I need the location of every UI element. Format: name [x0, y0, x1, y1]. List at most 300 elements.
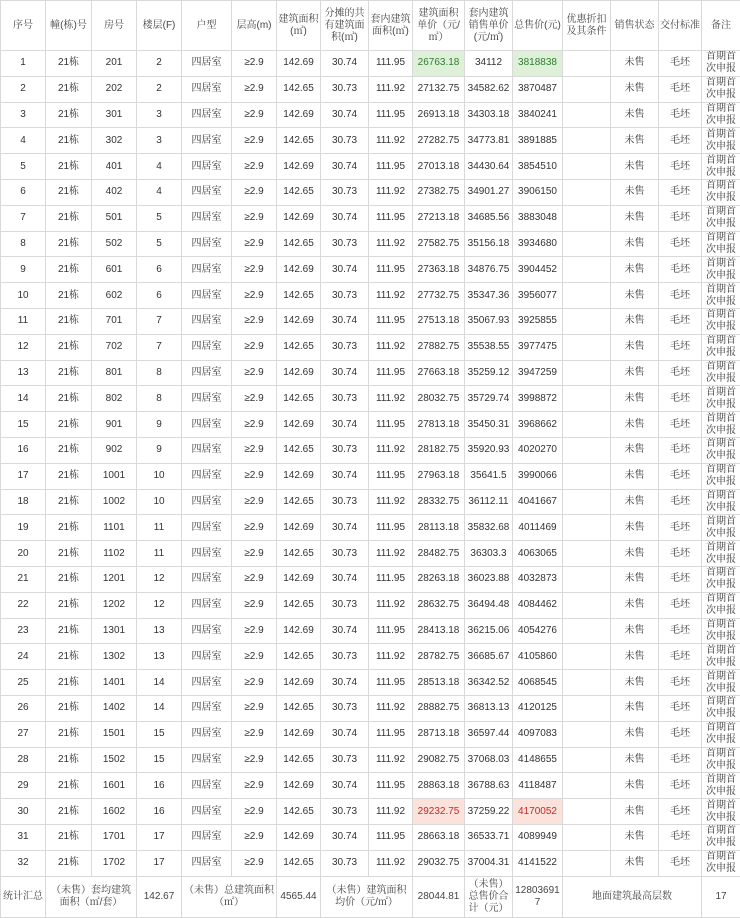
cell-floor: 3: [137, 128, 182, 154]
cell-sale-status: 未售: [611, 773, 659, 799]
cell-unit-type: 四居室: [182, 231, 232, 257]
cell-floor-area: 142.65: [277, 644, 321, 670]
cell-unit-price: 27882.75: [413, 334, 465, 360]
cell-sale-status: 未售: [611, 618, 659, 644]
cell-inner-area: 111.92: [369, 644, 413, 670]
cell-unit-type: 四居室: [182, 128, 232, 154]
cell-floor-area: 142.69: [277, 773, 321, 799]
cell-building: 21栋: [46, 437, 92, 463]
cell-discount: [563, 257, 611, 283]
table-row: [1, 412, 740, 438]
cell-floor-area: 142.65: [277, 799, 321, 825]
cell-floor-height: ≥2.9: [232, 128, 277, 154]
cell-sale-status: 未售: [611, 489, 659, 515]
cell-shared-area: 30.73: [321, 644, 369, 670]
summary-avg-area-value: 142.67: [137, 876, 182, 917]
cell-floor: 11: [137, 515, 182, 541]
cell-total-price: 4011469: [513, 515, 563, 541]
cell-note: 首期首次申报: [702, 670, 740, 696]
cell-inner-unit-price: 36533.71: [465, 824, 513, 850]
cell-total-price: 4141522: [513, 850, 563, 876]
cell-room-number: 701: [92, 308, 137, 334]
cell-room-number: 1101: [92, 515, 137, 541]
cell-shared-area: 30.73: [321, 334, 369, 360]
cell-unit-price: 27282.75: [413, 128, 465, 154]
cell-floor-area: 142.69: [277, 618, 321, 644]
cell-discount: [563, 824, 611, 850]
cell-discount: [563, 76, 611, 102]
cell-unit-price: 28713.18: [413, 721, 465, 747]
cell-inner-unit-price: 36112.11: [465, 489, 513, 515]
cell-inner-unit-price: 35832.68: [465, 515, 513, 541]
cell-room-number: 1602: [92, 799, 137, 825]
cell-note: 首期首次申报: [702, 618, 740, 644]
cell-unit-price: 27963.18: [413, 463, 465, 489]
cell-building: 21栋: [46, 695, 92, 721]
cell-sale-status: 未售: [611, 102, 659, 128]
summary-total-price-value: 128036917: [513, 876, 563, 917]
cell-row-number: 10: [1, 283, 46, 309]
cell-shared-area: 30.74: [321, 773, 369, 799]
cell-floor-height: ≥2.9: [232, 257, 277, 283]
cell-floor-height: ≥2.9: [232, 283, 277, 309]
cell-total-price: 3818838: [513, 51, 563, 77]
cell-shared-area: 30.74: [321, 154, 369, 180]
cell-unit-type: 四居室: [182, 179, 232, 205]
cell-room-number: 901: [92, 412, 137, 438]
cell-row-number: 31: [1, 824, 46, 850]
cell-row-number: 24: [1, 644, 46, 670]
summary-total-area-label: （未售）总建筑面积（㎡）: [182, 876, 277, 917]
cell-inner-unit-price: 36303.3: [465, 541, 513, 567]
summary-max-floor-label: 地面建筑最高层数: [563, 876, 702, 917]
header-inner-price: 套内建筑销售单价(元/㎡): [465, 1, 513, 51]
cell-sale-status: 未售: [611, 179, 659, 205]
cell-row-number: 22: [1, 592, 46, 618]
cell-building: 21栋: [46, 799, 92, 825]
summary-label: 统计汇总: [1, 876, 46, 917]
table-row: [1, 102, 740, 128]
cell-shared-area: 30.73: [321, 179, 369, 205]
cell-inner-unit-price: 35729.74: [465, 386, 513, 412]
cell-discount: [563, 721, 611, 747]
cell-inner-unit-price: 36685.67: [465, 644, 513, 670]
cell-shared-area: 30.73: [321, 386, 369, 412]
cell-unit-price: 28663.18: [413, 824, 465, 850]
cell-building: 21栋: [46, 128, 92, 154]
table-body: [1, 51, 740, 877]
cell-floor-height: ≥2.9: [232, 695, 277, 721]
table-row: [1, 695, 740, 721]
cell-shared-area: 30.73: [321, 76, 369, 102]
cell-total-price: 3947259: [513, 360, 563, 386]
cell-unit-type: 四居室: [182, 592, 232, 618]
cell-sale-status: 未售: [611, 412, 659, 438]
cell-room-number: 302: [92, 128, 137, 154]
cell-floor: 16: [137, 799, 182, 825]
cell-discount: [563, 618, 611, 644]
cell-note: 首期首次申报: [702, 128, 740, 154]
cell-building: 21栋: [46, 541, 92, 567]
cell-note: 首期首次申报: [702, 231, 740, 257]
cell-unit-type: 四居室: [182, 205, 232, 231]
cell-room-number: 202: [92, 76, 137, 102]
cell-floor-area: 142.65: [277, 334, 321, 360]
cell-shared-area: 30.74: [321, 205, 369, 231]
cell-delivery-standard: 毛坯: [659, 644, 702, 670]
cell-floor-height: ≥2.9: [232, 773, 277, 799]
header-height: 层高(m): [232, 1, 277, 51]
cell-inner-area: 111.95: [369, 412, 413, 438]
cell-total-price: 3977475: [513, 334, 563, 360]
cell-floor-height: ≥2.9: [232, 850, 277, 876]
cell-delivery-standard: 毛坯: [659, 592, 702, 618]
cell-floor-height: ≥2.9: [232, 566, 277, 592]
cell-sale-status: 未售: [611, 360, 659, 386]
cell-shared-area: 30.74: [321, 51, 369, 77]
cell-total-price: 4120125: [513, 695, 563, 721]
cell-unit-type: 四居室: [182, 437, 232, 463]
cell-note: 首期首次申报: [702, 412, 740, 438]
cell-delivery-standard: 毛坯: [659, 515, 702, 541]
header-type: 户型: [182, 1, 232, 51]
cell-unit-type: 四居室: [182, 799, 232, 825]
cell-room-number: 802: [92, 386, 137, 412]
cell-inner-area: 111.95: [369, 463, 413, 489]
cell-building: 21栋: [46, 747, 92, 773]
cell-sale-status: 未售: [611, 850, 659, 876]
cell-floor-area: 142.69: [277, 566, 321, 592]
header-discount: 优惠折扣及其条件: [563, 1, 611, 51]
cell-discount: [563, 412, 611, 438]
cell-discount: [563, 670, 611, 696]
cell-room-number: 601: [92, 257, 137, 283]
table-row: [1, 51, 740, 77]
cell-floor: 7: [137, 308, 182, 334]
cell-room-number: 1701: [92, 824, 137, 850]
cell-shared-area: 30.74: [321, 618, 369, 644]
cell-note: 首期首次申报: [702, 205, 740, 231]
cell-floor: 6: [137, 257, 182, 283]
cell-building: 21栋: [46, 773, 92, 799]
cell-note: 首期首次申报: [702, 102, 740, 128]
summary-avg-price-value: 28044.81: [413, 876, 465, 917]
cell-inner-area: 111.92: [369, 695, 413, 721]
cell-floor: 15: [137, 721, 182, 747]
cell-note: 首期首次申报: [702, 463, 740, 489]
cell-floor: 4: [137, 179, 182, 205]
cell-floor-area: 142.65: [277, 747, 321, 773]
cell-unit-price: 28482.75: [413, 541, 465, 567]
cell-note: 首期首次申报: [702, 566, 740, 592]
cell-total-price: 3904452: [513, 257, 563, 283]
cell-sale-status: 未售: [611, 257, 659, 283]
cell-inner-unit-price: 34901.27: [465, 179, 513, 205]
cell-delivery-standard: 毛坯: [659, 231, 702, 257]
cell-inner-unit-price: 36494.48: [465, 592, 513, 618]
cell-note: 首期首次申报: [702, 695, 740, 721]
cell-sale-status: 未售: [611, 205, 659, 231]
table-row: [1, 592, 740, 618]
cell-delivery-standard: 毛坯: [659, 205, 702, 231]
cell-row-number: 26: [1, 695, 46, 721]
cell-shared-area: 30.73: [321, 541, 369, 567]
cell-unit-price: 28182.75: [413, 437, 465, 463]
cell-floor: 8: [137, 386, 182, 412]
cell-row-number: 2: [1, 76, 46, 102]
cell-room-number: 602: [92, 283, 137, 309]
cell-floor-height: ≥2.9: [232, 179, 277, 205]
cell-floor: 15: [137, 747, 182, 773]
cell-building: 21栋: [46, 334, 92, 360]
cell-inner-area: 111.92: [369, 541, 413, 567]
cell-floor-height: ≥2.9: [232, 76, 277, 102]
cell-sale-status: 未售: [611, 76, 659, 102]
cell-floor-area: 142.65: [277, 386, 321, 412]
cell-building: 21栋: [46, 824, 92, 850]
cell-row-number: 15: [1, 412, 46, 438]
cell-room-number: 1201: [92, 566, 137, 592]
cell-floor: 7: [137, 334, 182, 360]
cell-room-number: 501: [92, 205, 137, 231]
cell-room-number: 1302: [92, 644, 137, 670]
cell-unit-price: 29032.75: [413, 850, 465, 876]
cell-unit-price: 27582.75: [413, 231, 465, 257]
cell-floor-area: 142.69: [277, 412, 321, 438]
cell-unit-price: 27382.75: [413, 179, 465, 205]
cell-inner-area: 111.92: [369, 799, 413, 825]
cell-room-number: 401: [92, 154, 137, 180]
cell-total-price: 4068545: [513, 670, 563, 696]
cell-inner-area: 111.95: [369, 721, 413, 747]
summary-total-price-label: （未售）总售价合计（元）: [465, 876, 513, 917]
cell-delivery-standard: 毛坯: [659, 695, 702, 721]
cell-total-price: 3998872: [513, 386, 563, 412]
cell-floor: 14: [137, 695, 182, 721]
cell-note: 首期首次申报: [702, 386, 740, 412]
cell-inner-area: 111.92: [369, 76, 413, 102]
cell-delivery-standard: 毛坯: [659, 102, 702, 128]
cell-note: 首期首次申报: [702, 308, 740, 334]
header-total-price: 总售价(元): [513, 1, 563, 51]
cell-inner-area: 111.92: [369, 747, 413, 773]
cell-sale-status: 未售: [611, 334, 659, 360]
cell-unit-type: 四居室: [182, 489, 232, 515]
cell-unit-type: 四居室: [182, 670, 232, 696]
cell-sale-status: 未售: [611, 566, 659, 592]
summary-row: [1, 876, 740, 917]
cell-inner-unit-price: 37004.31: [465, 850, 513, 876]
cell-shared-area: 30.73: [321, 231, 369, 257]
cell-shared-area: 30.74: [321, 566, 369, 592]
cell-inner-unit-price: 34112: [465, 51, 513, 77]
cell-floor: 12: [137, 566, 182, 592]
cell-row-number: 1: [1, 51, 46, 77]
cell-delivery-standard: 毛坯: [659, 799, 702, 825]
header-row: [1, 1, 740, 51]
cell-building: 21栋: [46, 308, 92, 334]
cell-floor-area: 142.69: [277, 154, 321, 180]
cell-building: 21栋: [46, 179, 92, 205]
header-unit-price: 建筑面积单价（元/㎡）: [413, 1, 465, 51]
cell-floor-height: ≥2.9: [232, 308, 277, 334]
cell-inner-area: 111.92: [369, 283, 413, 309]
cell-floor-area: 142.65: [277, 695, 321, 721]
cell-floor-area: 142.65: [277, 76, 321, 102]
cell-delivery-standard: 毛坯: [659, 179, 702, 205]
cell-note: 首期首次申报: [702, 721, 740, 747]
cell-floor-area: 142.69: [277, 824, 321, 850]
cell-building: 21栋: [46, 154, 92, 180]
cell-inner-area: 111.95: [369, 566, 413, 592]
cell-unit-price: 28332.75: [413, 489, 465, 515]
cell-discount: [563, 205, 611, 231]
header-no: 序号: [1, 1, 46, 51]
cell-note: 首期首次申报: [702, 334, 740, 360]
cell-floor-area: 142.65: [277, 179, 321, 205]
cell-floor: 17: [137, 850, 182, 876]
cell-row-number: 9: [1, 257, 46, 283]
cell-floor: 9: [137, 412, 182, 438]
cell-discount: [563, 850, 611, 876]
cell-floor: 2: [137, 76, 182, 102]
cell-note: 首期首次申报: [702, 283, 740, 309]
cell-room-number: 402: [92, 179, 137, 205]
cell-building: 21栋: [46, 257, 92, 283]
cell-shared-area: 30.73: [321, 799, 369, 825]
cell-discount: [563, 489, 611, 515]
cell-discount: [563, 231, 611, 257]
cell-room-number: 201: [92, 51, 137, 77]
cell-inner-area: 111.95: [369, 360, 413, 386]
table-row: [1, 179, 740, 205]
cell-delivery-standard: 毛坯: [659, 670, 702, 696]
table-row: [1, 670, 740, 696]
table-row: [1, 541, 740, 567]
cell-inner-unit-price: 37068.03: [465, 747, 513, 773]
cell-floor-area: 142.69: [277, 721, 321, 747]
cell-inner-unit-price: 36215.06: [465, 618, 513, 644]
cell-unit-type: 四居室: [182, 154, 232, 180]
cell-row-number: 5: [1, 154, 46, 180]
header-status: 销售状态: [611, 1, 659, 51]
cell-floor-height: ≥2.9: [232, 360, 277, 386]
cell-building: 21栋: [46, 51, 92, 77]
cell-building: 21栋: [46, 231, 92, 257]
cell-shared-area: 30.74: [321, 721, 369, 747]
cell-total-price: 3925855: [513, 308, 563, 334]
cell-floor: 12: [137, 592, 182, 618]
table-row: [1, 799, 740, 825]
cell-shared-area: 30.74: [321, 515, 369, 541]
table-row: [1, 283, 740, 309]
cell-delivery-standard: 毛坯: [659, 541, 702, 567]
table-row: [1, 360, 740, 386]
cell-sale-status: 未售: [611, 437, 659, 463]
cell-note: 首期首次申报: [702, 257, 740, 283]
cell-unit-type: 四居室: [182, 76, 232, 102]
cell-shared-area: 30.74: [321, 412, 369, 438]
cell-discount: [563, 799, 611, 825]
header-delivery: 交付标准: [659, 1, 702, 51]
cell-unit-type: 四居室: [182, 515, 232, 541]
cell-building: 21栋: [46, 283, 92, 309]
header-shared-area: 分摊的共有建筑面积(㎡): [321, 1, 369, 51]
cell-inner-area: 111.95: [369, 773, 413, 799]
cell-sale-status: 未售: [611, 463, 659, 489]
cell-total-price: 4084462: [513, 592, 563, 618]
cell-delivery-standard: 毛坯: [659, 618, 702, 644]
cell-discount: [563, 566, 611, 592]
cell-building: 21栋: [46, 102, 92, 128]
cell-note: 首期首次申报: [702, 515, 740, 541]
header-room: 房号: [92, 1, 137, 51]
cell-discount: [563, 386, 611, 412]
cell-total-price: 3968662: [513, 412, 563, 438]
cell-unit-price: 27213.18: [413, 205, 465, 231]
table-row: [1, 76, 740, 102]
cell-floor-height: ≥2.9: [232, 721, 277, 747]
cell-note: 首期首次申报: [702, 747, 740, 773]
cell-discount: [563, 51, 611, 77]
cell-unit-price: 28263.18: [413, 566, 465, 592]
cell-unit-price: 28882.75: [413, 695, 465, 721]
cell-discount: [563, 102, 611, 128]
table-row: [1, 437, 740, 463]
cell-floor-height: ≥2.9: [232, 670, 277, 696]
cell-delivery-standard: 毛坯: [659, 721, 702, 747]
cell-room-number: 1401: [92, 670, 137, 696]
cell-inner-area: 111.95: [369, 154, 413, 180]
cell-floor: 5: [137, 231, 182, 257]
cell-floor-height: ≥2.9: [232, 541, 277, 567]
table-row: [1, 154, 740, 180]
cell-row-number: 18: [1, 489, 46, 515]
cell-total-price: 3990066: [513, 463, 563, 489]
cell-building: 21栋: [46, 644, 92, 670]
cell-note: 首期首次申报: [702, 592, 740, 618]
cell-row-number: 20: [1, 541, 46, 567]
cell-sale-status: 未售: [611, 721, 659, 747]
cell-unit-type: 四居室: [182, 773, 232, 799]
cell-unit-price: 27013.18: [413, 154, 465, 180]
cell-building: 21栋: [46, 463, 92, 489]
cell-shared-area: 30.74: [321, 463, 369, 489]
cell-inner-unit-price: 34685.56: [465, 205, 513, 231]
cell-sale-status: 未售: [611, 154, 659, 180]
cell-discount: [563, 179, 611, 205]
cell-floor-area: 142.69: [277, 360, 321, 386]
cell-sale-status: 未售: [611, 644, 659, 670]
cell-unit-type: 四居室: [182, 695, 232, 721]
cell-row-number: 11: [1, 308, 46, 334]
cell-floor-height: ≥2.9: [232, 231, 277, 257]
cell-total-price: 3906150: [513, 179, 563, 205]
cell-row-number: 21: [1, 566, 46, 592]
cell-unit-type: 四居室: [182, 51, 232, 77]
header-floor: 楼层(F): [137, 1, 182, 51]
cell-unit-price: 27663.18: [413, 360, 465, 386]
cell-building: 21栋: [46, 386, 92, 412]
cell-floor-height: ≥2.9: [232, 386, 277, 412]
cell-sale-status: 未售: [611, 695, 659, 721]
cell-unit-price: 28863.18: [413, 773, 465, 799]
cell-unit-price: 28032.75: [413, 386, 465, 412]
cell-floor-height: ≥2.9: [232, 463, 277, 489]
cell-delivery-standard: 毛坯: [659, 154, 702, 180]
cell-inner-unit-price: 37259.22: [465, 799, 513, 825]
cell-room-number: 1501: [92, 721, 137, 747]
